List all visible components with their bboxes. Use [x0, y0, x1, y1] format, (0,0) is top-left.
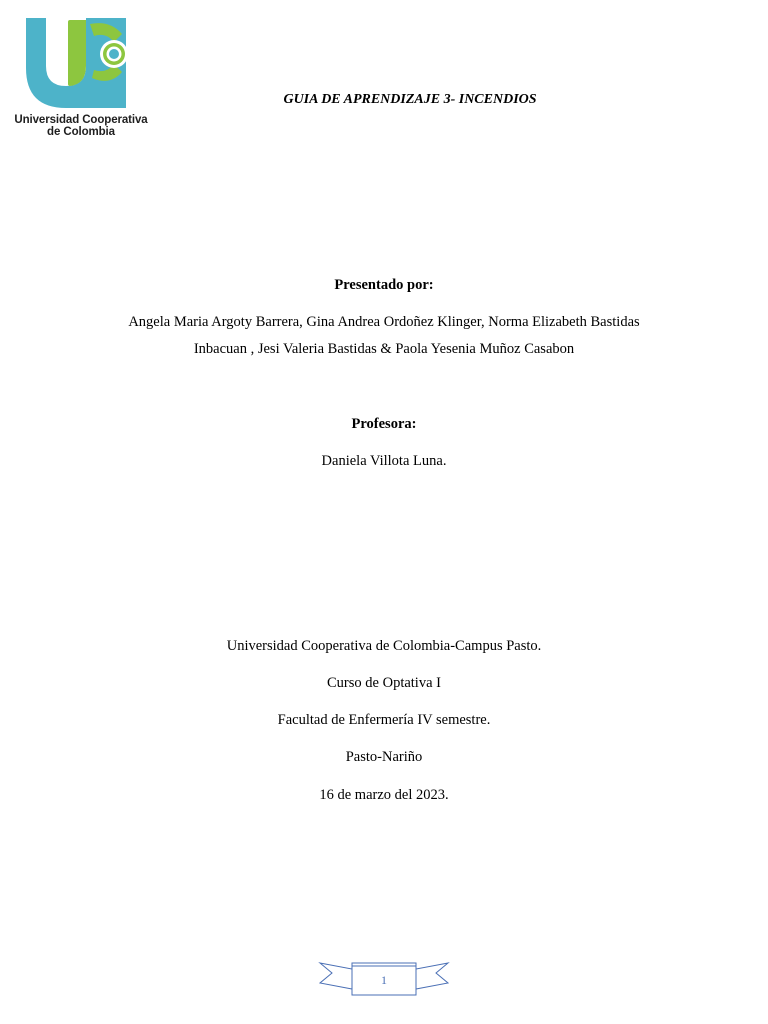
faculty-semester: Facultad de Enfermería IV semestre. — [277, 712, 491, 728]
university-logo-text — [10, 114, 152, 138]
logo-name-line1: Universidad Cooperativa — [14, 114, 148, 126]
university-logo — [10, 14, 152, 144]
date: 16 de marzo del 2023. — [319, 787, 449, 803]
university-campus: Universidad Cooperativa de Colombia-Campus Pasto. — [226, 638, 542, 654]
page-number-ribbon — [318, 958, 450, 1000]
authors-line-2: Inbacuan , Jesi Valeria Bastidas & Paola Yesenia Muñoz Casabon — [193, 341, 575, 357]
professor-name: Daniela Villota Luna. — [321, 453, 447, 469]
course-name: Curso de Optativa I — [327, 675, 441, 691]
city: Pasto-Nariño — [345, 749, 423, 765]
document-title: GUIA DE APRENDIZAJE 3- INCENDIOS — [283, 92, 537, 107]
presented-by-heading: Presentado por: — [334, 277, 434, 293]
page-number: 1 — [381, 973, 387, 987]
professor-heading: Profesora: — [351, 416, 417, 432]
authors-line-1: Angela Maria Argoty Barrera, Gina Andrea Ordoñez Klinger, Norma Elizabeth Bastidas — [128, 314, 640, 330]
logo-name-line2: de Colombia — [47, 126, 115, 138]
